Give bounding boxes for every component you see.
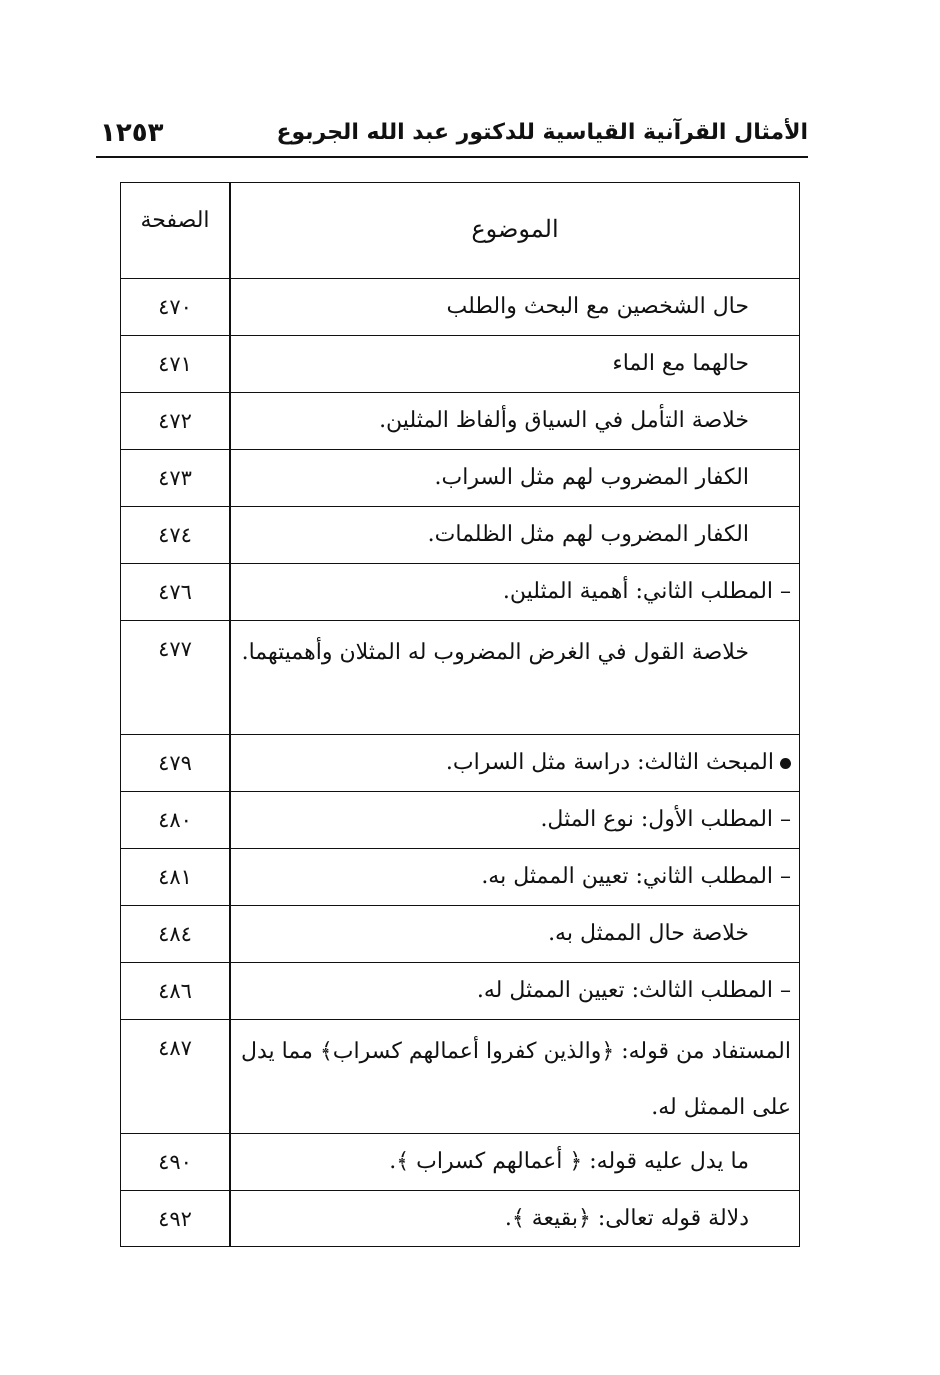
topic-cell: خلاصة القول في الغرض المضروب له المثلان وأهميتهما. — [241, 640, 749, 665]
table-row — [121, 335, 799, 392]
topic-cell: خلاصة حال الممثل به. — [548, 921, 749, 946]
topic-cell: – المطلب الأول: نوع المثل. — [540, 807, 791, 832]
topic-cell: الكفار المضروب لهم مثل السراب. — [434, 465, 749, 490]
contents-table — [120, 182, 800, 1247]
table-row — [121, 620, 799, 734]
table-row — [121, 506, 799, 563]
table-row — [121, 1190, 799, 1246]
topic-cell: – المطلب الثالث: تعيين الممثل له. — [476, 978, 791, 1003]
running-header — [96, 116, 808, 158]
page-cell: ٤٩٠ — [158, 1150, 192, 1174]
page-number: ١٢٥٣ — [100, 118, 164, 148]
page-cell: ٤٩٢ — [158, 1207, 192, 1231]
book-title: الأمثال القرآنية القياسية للدكتور عبد الله الجربوع — [276, 120, 808, 145]
table-row — [121, 791, 799, 848]
topic-cell: حالهما مع الماء — [612, 351, 749, 376]
topic-cell: دلالة قوله تعالى: ﴿بقيعة ﴾. — [504, 1206, 749, 1231]
table-row — [121, 1019, 799, 1133]
page-cell: ٤٧٩ — [158, 751, 192, 775]
page-cell: ٤٨٦ — [158, 979, 192, 1003]
page-cell: ٤٨١ — [158, 865, 192, 889]
page-cell: ٤٧٤ — [158, 523, 192, 547]
topic-cell: ما يدل عليه قوله: ﴿ أعمالهم كسراب ﴾. — [389, 1149, 749, 1174]
page-cell: ٤٧٢ — [158, 409, 192, 433]
topic-cell: حال الشخصين مع البحث والطلب — [446, 294, 749, 319]
topic-column-header: الموضوع — [471, 215, 559, 243]
page-cell: ٤٨٤ — [158, 922, 192, 946]
table-header-row — [121, 183, 799, 278]
bullet-icon — [780, 758, 791, 769]
page-cell: ٤٨٠ — [158, 808, 192, 832]
topic-cell: الكفار المضروب لهم مثل الظلمات. — [427, 522, 749, 547]
table-row — [121, 962, 799, 1019]
page-cell: ٤٨٧ — [158, 1036, 192, 1060]
topic-cell: – المطلب الثاني: تعيين الممثل به. — [481, 864, 791, 889]
topic-cell: المستفاد من قوله: ﴿والذين كفروا أعمالهم كسراب﴾ مما يدل على الممثل له. — [241, 1039, 791, 1120]
topic-cell — [231, 735, 799, 791]
table-row — [121, 392, 799, 449]
topic-cell: خلاصة التأمل في السياق وألفاظ المثلين. — [379, 408, 749, 433]
page-cell: ٤٧٠ — [158, 295, 192, 319]
page-cell: ٤٧٧ — [158, 637, 192, 661]
page-column-header: الصفحة — [140, 208, 210, 233]
table-row — [121, 1133, 799, 1190]
topic-cell: – المطلب الثاني: أهمية المثلين. — [502, 579, 791, 604]
table-row — [121, 848, 799, 905]
topic-text: المبحث الثالث: دراسة مثل السراب. — [445, 750, 774, 775]
page-cell: ٤٧٣ — [158, 466, 192, 490]
table-row — [121, 734, 799, 791]
table-row — [121, 563, 799, 620]
page-cell: ٤٧١ — [158, 352, 192, 376]
table-row — [121, 278, 799, 335]
table-row — [121, 905, 799, 962]
table-row — [121, 449, 799, 506]
page-cell: ٤٧٦ — [158, 580, 192, 604]
